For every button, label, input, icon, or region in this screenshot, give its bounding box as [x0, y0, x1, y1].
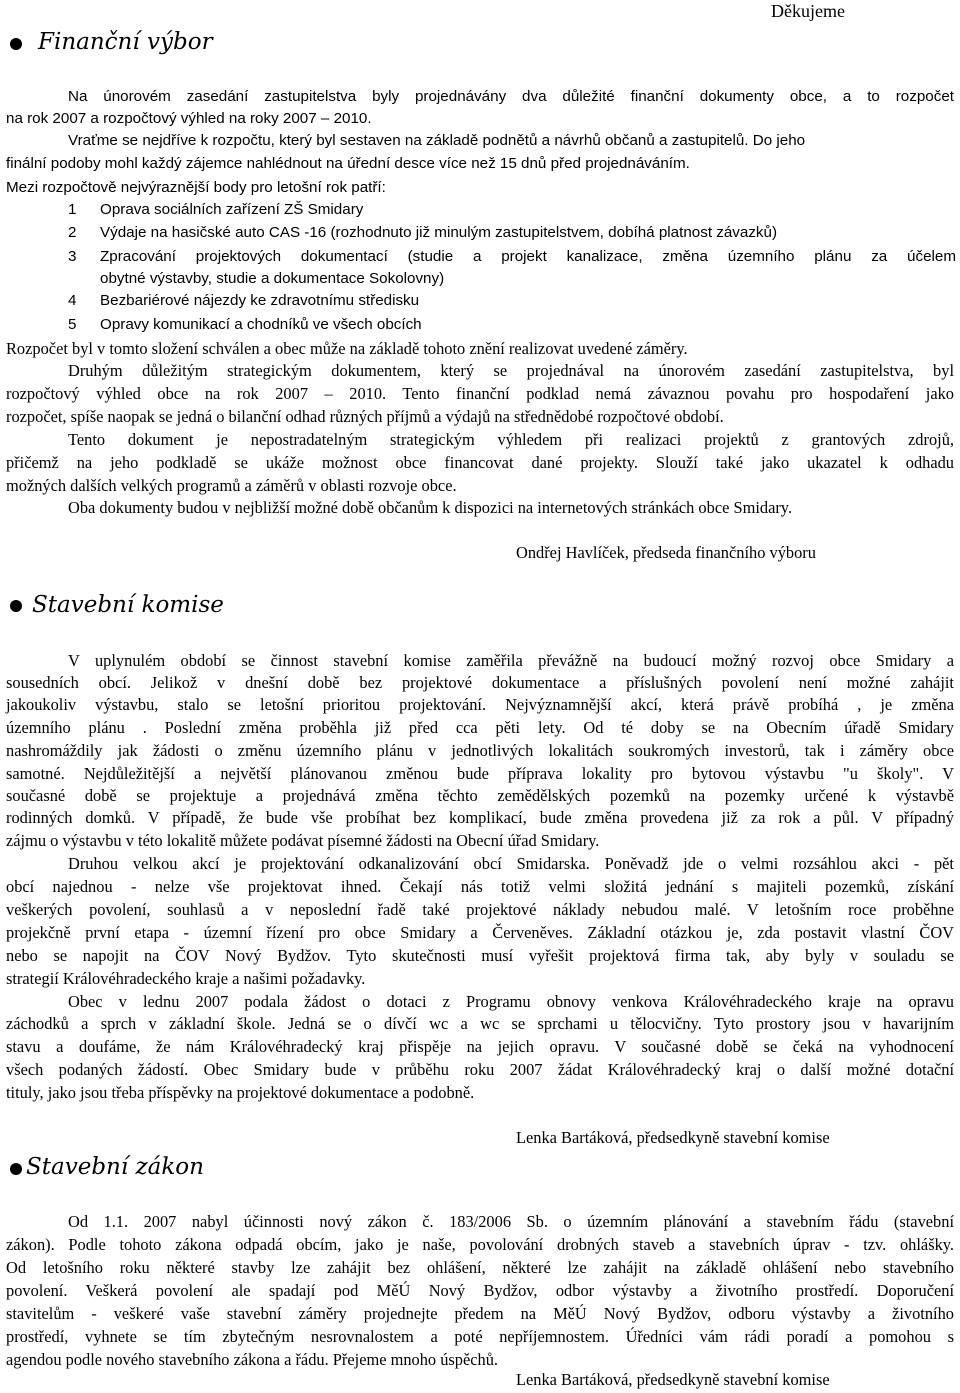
- bullet-icon: [10, 38, 22, 50]
- signature: Lenka Bartáková, předsedkyně stavební komise: [516, 1370, 830, 1389]
- paragraph-line: samotné. Nejdůležitější a největší plánovanou změnou bude příprava lokality pro bytovou výstavbu "u školy". V: [6, 764, 954, 783]
- paragraph-line: agendou podle nového stavebního zákona a řádu. Přejeme mnoho úspěchů.: [6, 1350, 499, 1369]
- list-item: Bezbariérové nájezdy ke zdravotnímu středisku: [100, 292, 420, 309]
- list-item: Opravy komunikací a chodníků ve všech obcích: [100, 316, 422, 333]
- list-item: Oprava sociálních zařízení ZŠ Smidary: [100, 201, 364, 218]
- paragraph-line: jakoukoliv výstavbu, stalo se letošní prioritou projektování. Nejvýznamnější akcí, která právě probíhá , je změna: [6, 695, 954, 714]
- signature: Ondřej Havlíček, předseda finančního výboru: [516, 543, 816, 562]
- paragraph-line: na rok 2007 a rozpočtový výhled na roky 2007 – 2010.: [6, 110, 372, 127]
- section-heading-stavebni-zakon: Stavební zákon: [26, 1154, 204, 1180]
- paragraph-line: rozpočtový výhled obce na rok 2007 – 2010. Tento finanční podklad nemá závaznou povahu pro hospodaření jako: [6, 384, 954, 403]
- paragraph-line: zákon). Podle tohoto zákona odpadá obcím, jako je naše, povolování drobných staveb a stavebních úprav - tzv. ohlášky.: [6, 1235, 954, 1254]
- paragraph-line: Oba dokumenty budou v nejbližší možné době občanům k dispozici na internetových stránkách obce Smidary.: [68, 498, 793, 517]
- paragraph-line: všech podaných žádostí. Obec Smidary bude v průběhu roku 2007 žádat Královéhradecký kraj o další možné dotační: [6, 1060, 954, 1079]
- paragraph-line: nashromáždily jak žádosti o změnu územního plánu v jednotlivých lokalitách soukromých investorů, tak i záměry obce: [6, 741, 954, 760]
- paragraph-line: sousedních obcí. Jelikož v dnešní době bez projektové dokumentace a příslušných povolení není možné zahájit: [6, 673, 954, 692]
- paragraph-line: současné době se projektuje a projednává změna těchto zemědělských pozemků na pozemky určené k výstavbě: [6, 786, 954, 805]
- list-item: Zpracování projektových dokumentací (studie a projekt kanalizace, změna územního plánu za účelem: [100, 248, 956, 265]
- list-item-continuation: obytné výstavby, studie a dokumentace Sokolovny): [100, 270, 445, 287]
- paragraph-line: Mezi rozpočtově nejvýraznější body pro letošní rok patří:: [6, 179, 386, 196]
- paragraph-line: Druhým důležitým strategickým dokumentem, který se projednával na únorovém zasedání zastupitelstva, byl: [68, 361, 954, 380]
- paragraph-line: Tento dokument je nepostradatelným strategickým výhledem při realizaci projektů z grantových zdrojů,: [68, 430, 954, 449]
- list-item-number: 5: [68, 316, 77, 333]
- paragraph-line: Rozpočet byl v tomto složení schválen a obec může na základě tohoto znění realizovat uvedené záměry.: [6, 339, 688, 358]
- paragraph-line: Na únorovém zasedání zastupitelstva byly projednávány dva důležité finanční dokumenty obce, a to rozpočet: [68, 88, 954, 105]
- paragraph-line: záchodků a sprch v základní škole. Jedná se o dívčí wc a wc se sprchami u tělocvičny. Tyto prostory jsou v havarijním: [6, 1014, 954, 1033]
- paragraph-line: přičemž na jeho podkladě se ukáže možnost obce financovat dané projekty. Slouží také jako ukazatel k odhadu: [6, 453, 954, 472]
- list-item-number: 2: [68, 224, 77, 241]
- list-item-number: 4: [68, 292, 77, 309]
- bullet-icon: [10, 1163, 22, 1175]
- paragraph-line: rozpočet, spíše naopak se jedná o bilanční odhad různých příjmů a výdajů na střednědobé rozpočtové období.: [6, 407, 724, 426]
- paragraph-line: Od letošního roku některé stavby lze zahájit bez ohlášení, některé lze zahájit na základě ohlášení nebo stavebního: [6, 1258, 954, 1277]
- paragraph-line: územního plánu . Poslední změna proběhla již před cca pěti lety. Od té doby se na Obecním úřadě Smidary: [6, 718, 954, 737]
- paragraph-line: projekčně první etapa - územní řízení pro obce Smidary a Červeněves. Základní otázkou je, zda postavit vlastní ČOV: [6, 923, 954, 942]
- section-heading-financni-vybor: Finanční výbor: [38, 29, 213, 55]
- paragraph-line: V uplynulém období se činnost stavební komise zaměřila převážně na budoucí možný rozvoj obce Smidary a: [68, 651, 954, 670]
- paragraph-line: Od 1.1. 2007 nabyl účinnosti nový zákon č. 183/2006 Sb. o územním plánování a stavebním řádu (stavební: [68, 1212, 954, 1231]
- paragraph-line: prostředí, vyhnete se tím zbytečným nesrovnalostem a poté nepříjemnostem. Úředníci vám rádi poradí a pomohou s: [6, 1327, 954, 1346]
- paragraph-line: tituly, jako jsou třeba příspěvky na projektové dokumentace a podobně.: [6, 1083, 475, 1102]
- bullet-icon: [10, 600, 22, 612]
- list-item-number: 3: [68, 248, 77, 265]
- paragraph-line: nebo se napojit na ČOV Nový Bydžov. Tyto skutečnosti musí vyřešit projektová firma tak, aby byly v souladu se: [6, 946, 954, 965]
- section-heading-stavebni-komise: Stavební komise: [32, 592, 224, 618]
- paragraph-line: zájmu o výstavbu v této lokalitě můžete podávat písemné žádosti na Obecní úřad Smidary.: [6, 831, 600, 850]
- paragraph-line: Obec v lednu 2007 podala žádost o dotaci z Programu obnovy venkova Královéhradeckého kraje na opravu: [68, 992, 954, 1011]
- paragraph-line: možných dalších velkých programů a záměrů v oblasti rozvoje obce.: [6, 476, 457, 495]
- paragraph-line: finální podoby mohl každý zájemce nahlédnout na úřední desce více než 15 dnů před projednáváním.: [6, 155, 690, 172]
- paragraph-line: stavu a doufáme, že nám Královéhradecký kraj přispěje na jejich opravu. V současné době se čeká na vyhodnocení: [6, 1037, 954, 1056]
- paragraph-line: obcí najednou - nelze vše projektovat ihned. Čekají nás totiž velmi složitá jednání s majiteli pozemků, získání: [6, 877, 954, 896]
- signature: Lenka Bartáková, předsedkyně stavební komise: [516, 1128, 830, 1147]
- paragraph-line: veškerých povolení, souhlasů a v neposlední řadě také projektové náklady nebudou malé. V letošním roce proběhne: [6, 900, 954, 919]
- paragraph-line: rodinných domků. V případě, že bude vše probíhat bez komplikací, bude změna provedena již za rok a půl. V případný: [6, 808, 954, 827]
- paragraph-line: povolení. Veškerá povolení ale spadají pod MěÚ Nový Bydžov, odbor výstavby a životního prostředí. Doporučení: [6, 1281, 954, 1300]
- paragraph-line: Druhou velkou akcí je projektování odkanalizování obcí Smidarska. Poněvadž jde o velmi rozsáhlou akci - pět: [68, 854, 954, 873]
- paragraph-line: Vraťme se nejdříve k rozpočtu, který byl sestaven na základě podnětů a návrhů občanů a zastupitelů. Do jeho: [68, 132, 806, 149]
- paragraph-line: stavitelům - veškeré vaše stavební záměry projednejte předem na MěÚ Nový Bydžov, odboru výstavby a životního: [6, 1304, 954, 1323]
- list-item: Výdaje na hasičské auto CAS -16 (rozhodnuto již minulým zastupitelstvem, dobíhá platnost závazků): [100, 224, 778, 241]
- thanks-text: Děkujeme: [771, 1, 845, 21]
- list-item-number: 1: [68, 201, 77, 218]
- paragraph-line: strategií Královéhradeckého kraje a našimi požadavky.: [6, 969, 366, 988]
